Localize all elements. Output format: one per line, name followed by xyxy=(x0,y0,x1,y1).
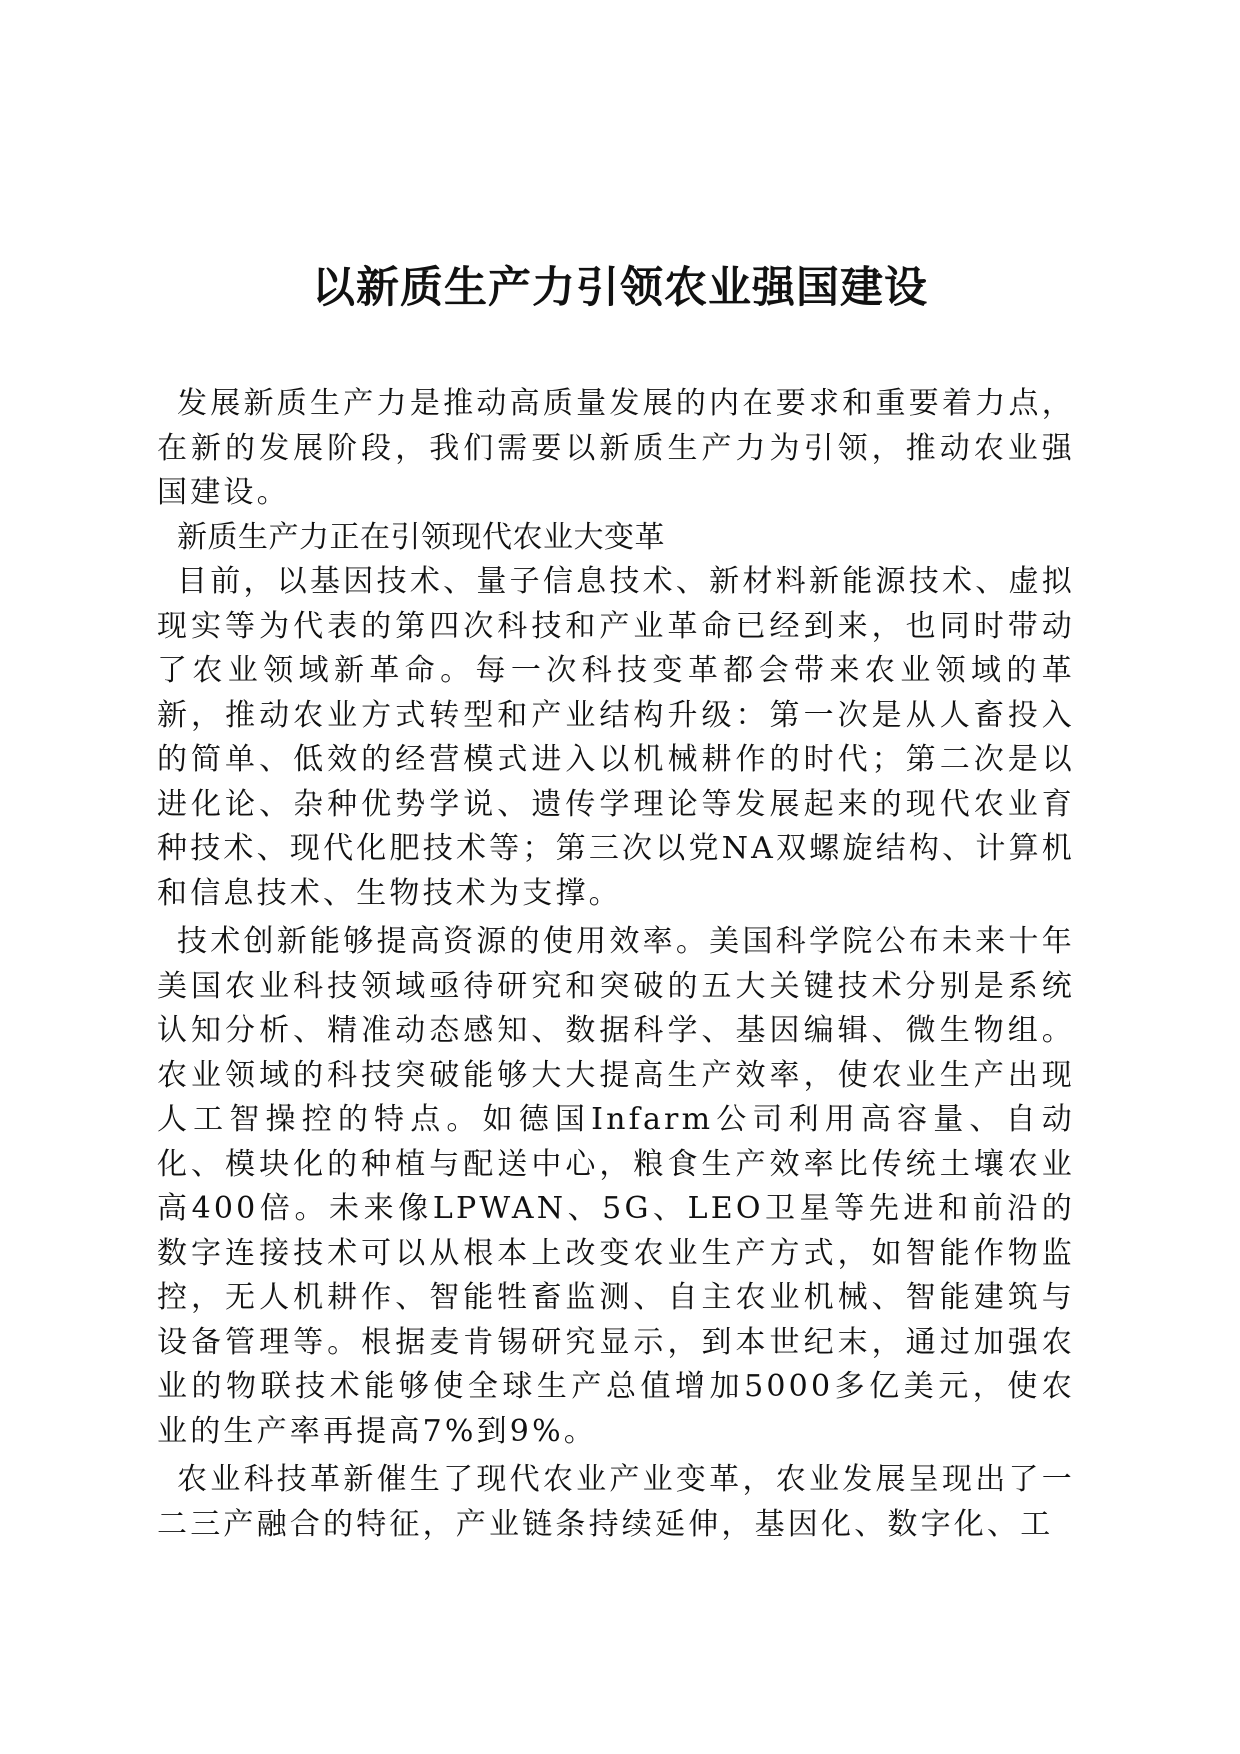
body-paragraph-1: 目前，以基因技术、量子信息技术、新材料新能源技术、虚拟现实等为代表的第四次科技和产业革命已经到来，也同时带动了农业领域新革命。每一次科技变革都会带来农业领域的革新，推动农业方式转型和产业结构升级：第一次是从人畜投入的简单、低效的经营模式进入以机械耕作的时代；第二次是以进化论、杂种优势学说、遗传学理论等发展起来的现代农业育种技术、现代化肥技术等；第三次以党NA双螺旋结构、计算机和信息技术、生物技术为支撑。 xyxy=(157,564,1075,911)
section-heading: 新质生产力正在引领现代农业大变革 xyxy=(177,519,665,555)
intro-paragraph: 发展新质生产力是推动高质量发展的内在要求和重要着力点，在新的发展阶段，我们需要以新质生产力为引领，推动农业强国建设。 xyxy=(157,386,1075,510)
body-paragraph-2: 技术创新能够提高资源的使用效率。美国科学院公布未来十年美国农业科技领域亟待研究和突破的五大关键技术分别是系统认知分析、精准动态感知、数据科学、基因编辑、微生物组。农业领域的科技突破能够大大提高生产效率，使农业生产出现人工智操控的特点。如德国Infarm公司利用高容量、自动化、模块化的种植与配送中心，粮食生产效率比传统土壤农业高400倍。未来像LPWAN、5G、LEO卫星等先进和前沿的数字连接技术可以从根本上改变农业生产方式，如智能作物监控，无人机耕作、智能牲畜监测、自主农业机械、智能建筑与设备管理等。根据麦肯锡研究显示，到本世纪末，通过加强农业的物联技术能够使全球生产总值增加5000多亿美元，使农业的生产率再提高7%到9%。 xyxy=(157,924,1075,1449)
body-paragraph-3: 农业科技革新催生了现代农业产业变革，农业发展呈现出了一二三产融合的特征，产业链条持续延伸，基因化、数字化、工 xyxy=(157,1462,1075,1542)
document-body xyxy=(157,382,1075,1547)
document-title: 以新质生产力引领农业强国建设 xyxy=(312,263,928,313)
